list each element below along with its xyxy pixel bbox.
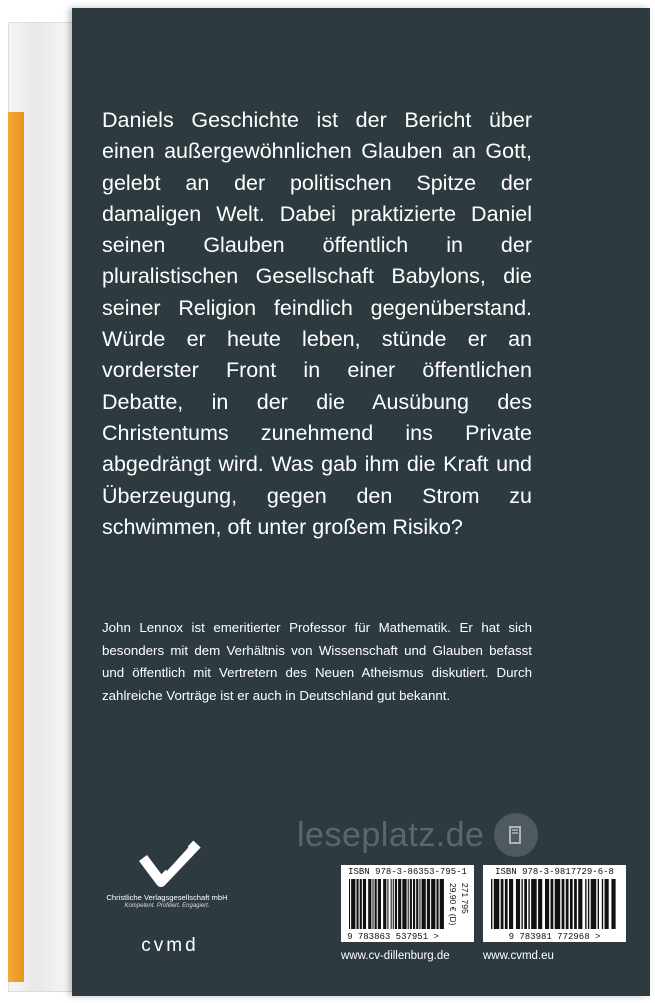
book-circle-icon: [494, 813, 538, 857]
barcode-bar: [562, 879, 565, 929]
barcode-bar: [395, 879, 397, 929]
publisher-logo: [92, 838, 242, 978]
barcode-bar: [591, 879, 597, 929]
barcode-bar: [588, 879, 589, 929]
publisher-short: cvmd: [141, 935, 199, 956]
barcode-bar: [360, 879, 362, 929]
barcode-bar: [393, 879, 394, 929]
barcode-bar: [566, 879, 569, 929]
barcode-bar: [363, 879, 366, 929]
barcode-bar: [501, 879, 504, 929]
barcode-bar: [375, 879, 377, 929]
barcode-bar: [545, 879, 549, 929]
barcode-bar: [574, 879, 577, 929]
watermark: [297, 809, 577, 861]
barcode-digits: 9 783981 772968 >: [508, 932, 601, 942]
barcode-bar: [491, 879, 492, 929]
isbn-label: ISBN 978-3-9817729-6-8: [495, 867, 614, 877]
barcode-bar: [538, 879, 542, 929]
barcode-bar: [349, 879, 350, 929]
barcode-bar: [516, 879, 520, 929]
barcode-bar: [402, 879, 406, 929]
barcode-bars: [491, 879, 617, 929]
author-bio: John Lennox ist emeritierter Professor für Mathematik. Er hat sich besonders mit dem Verhältnis von Wissenschaft und Glauben befasst und öffentlich mit Vertretern des Neuen Atheismus diskutiert. Durch zahlreiche Vorträge ist er auch in Deutschland gut bekannt.: [102, 620, 532, 703]
barcode-digits: 9 783863 537951 >: [347, 932, 439, 942]
barcode-bar: [408, 879, 409, 929]
barcode-bar: [368, 879, 371, 929]
barcode-bar: [528, 879, 529, 929]
barcode-bar: [555, 879, 561, 929]
barcode-bar: [440, 879, 444, 929]
barcode-2: [483, 865, 626, 942]
barcode-bar: [570, 879, 573, 929]
barcode-bar: [531, 879, 537, 929]
barcode-bar: [598, 879, 599, 929]
isbn-label: ISBN 978-3-86353-795-1: [348, 867, 467, 877]
barcode-bar: [551, 879, 554, 929]
barcode-bar: [383, 879, 386, 929]
barcode-1: [341, 865, 474, 942]
barcode-bar: [351, 879, 355, 929]
barcode-bar: [422, 879, 426, 929]
barcode-bar: [398, 879, 401, 929]
spine-accent: [8, 112, 24, 982]
barcode-bar: [602, 879, 603, 929]
barcode-bar: [524, 879, 527, 929]
barcode-bar: [378, 879, 381, 929]
barcode-bar: [436, 879, 438, 929]
barcode-bar: [413, 879, 415, 929]
barcode-bar: [387, 879, 388, 929]
barcode-bar: [585, 879, 586, 929]
barcode-bars: [349, 879, 445, 929]
check-mark-logo-icon: [139, 838, 201, 890]
barcode-bar: [578, 879, 582, 929]
barcode-bar: [410, 879, 412, 929]
barcode-bar: [356, 879, 358, 929]
blurb-text: Daniels Geschichte ist der Bericht über einen außergewöhnlichen Glauben an Gott, gelebt an der politischen Spitze der damaligen Welt. Dabei praktizierte Daniel seinen Glauben öffentlich in der pluralistischen Gesellschaft Babylons, die seiner Religion feindlich gegenüberstand. Würde er heute leben, stünde er an vorderster Front in einer öffentlichen Debatte, in der die Ausübung des Christentums zunehmend ins Private abgedrängt wird. Was gab ihm die Kraft und Überzeugung, gegen den Strom zu schwimmen, oft unter großem Risiko?: [102, 108, 532, 539]
barcode-bar: [494, 879, 500, 929]
watermark-text: leseplatz.de: [297, 815, 485, 854]
barcode-bar: [605, 879, 609, 929]
barcode-bar: [427, 879, 430, 929]
barcode-bar: [419, 879, 420, 929]
barcode-bar: [509, 879, 513, 929]
price: 29,90 € (D): [448, 883, 458, 926]
barcode-bar: [521, 879, 522, 929]
website-link[interactable]: www.cv-dillenburg.de: [341, 950, 450, 962]
barcode-bar: [431, 879, 435, 929]
order-number: 271 795: [460, 883, 470, 914]
barcode-bar: [372, 879, 373, 929]
publisher-tagline: Kompetent. Profiliert. Engagiert.: [124, 903, 210, 909]
website-link[interactable]: www.cvmd.eu: [483, 950, 554, 962]
barcode-bar: [391, 879, 392, 929]
publisher-name: Christliche Verlagsgesellschaft mbH: [106, 893, 228, 902]
barcode-bar: [611, 879, 615, 929]
barcode-bar: [416, 879, 418, 929]
barcode-bar: [505, 879, 508, 929]
